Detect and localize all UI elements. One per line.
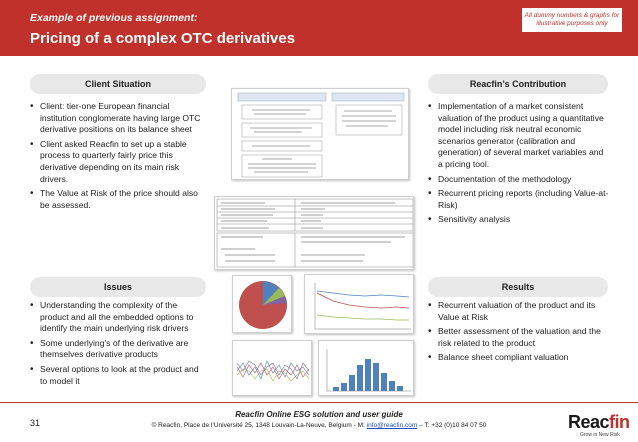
footer-address xyxy=(0,422,638,429)
list-item: • Implementation of a market consistent valuation of the product using a quantitative model including risk neutral economic scenarios generator (calibration and generation) of several market variables and a pricing tool. xyxy=(428,101,610,171)
header-subtitle: Example of previous assignment: xyxy=(30,12,198,24)
list-item: • Understanding the complexity of the product and all the embedded options to identify the main underlying risk drivers xyxy=(30,300,208,335)
client-situation-list xyxy=(30,101,208,214)
list-item: • Better assessment of the valuation and the risk related to the product xyxy=(428,326,610,349)
histogram-chart-image xyxy=(318,340,414,396)
contribution-heading: Reacfin’s Contribution xyxy=(428,74,608,94)
page-number: 31 xyxy=(30,418,41,428)
list-item: • Sensitivity analysis xyxy=(428,214,610,226)
address-prefix: © Reacfin, Place de l’Université 25, 1348 Louvain-La-Neuve, Belgium - M: xyxy=(151,422,367,429)
logo-accent: fin xyxy=(609,412,630,432)
list-item: • Several options to look at the product and to model it xyxy=(30,364,208,387)
results-list xyxy=(428,300,610,367)
line-chart-image xyxy=(304,274,414,334)
pie-chart-image xyxy=(232,275,292,333)
issues-list xyxy=(30,300,208,390)
pricing-summary-table-image xyxy=(214,196,414,270)
contribution-list xyxy=(428,101,610,229)
scenario-paths-chart-image xyxy=(232,340,312,396)
list-item: • Documentation of the methodology xyxy=(428,174,610,186)
list-item: • Some underlying's of the derivative are themselves derivative products xyxy=(30,338,208,361)
product-structure-diagram-image xyxy=(231,88,409,180)
logo-tagline: Grow in New Risk xyxy=(580,432,620,438)
footer-title: Reacfin Online ESG solution and user guide xyxy=(235,410,403,419)
client-situation-heading: Client Situation xyxy=(30,74,206,94)
email-link[interactable]: info@reacfin.com xyxy=(366,422,418,429)
disclaimer-note: All dummy numbers & graphs for illustrative purposes only xyxy=(522,8,622,32)
results-heading: Results xyxy=(428,277,608,297)
issues-heading: Issues xyxy=(30,277,206,297)
list-item: • Client asked Reacfin to set up a stable process to quarterly fairly price this derivative depending on its main risk drivers. xyxy=(30,139,208,185)
reacfin-logo xyxy=(568,412,630,433)
list-item: • Balance sheet compliant valuation xyxy=(428,352,610,364)
list-item: • The Value at Risk of the price should also be assessed. xyxy=(30,188,208,211)
list-item: • Recurrent pricing reports (including Value-at-Risk) xyxy=(428,188,610,211)
logo-main: Reac xyxy=(568,412,610,432)
page-title: Pricing of a complex OTC derivatives xyxy=(30,30,296,47)
address-suffix: – T: +32 (0)10 84 07 50 xyxy=(417,422,487,429)
footer-divider xyxy=(0,402,638,403)
list-item: • Client: tier-one European financial institution conglomerate having large OTC derivative positions on its balance sheet xyxy=(30,101,208,136)
list-item: • Recurrent valuation of the product and its Value at Risk xyxy=(428,300,610,323)
